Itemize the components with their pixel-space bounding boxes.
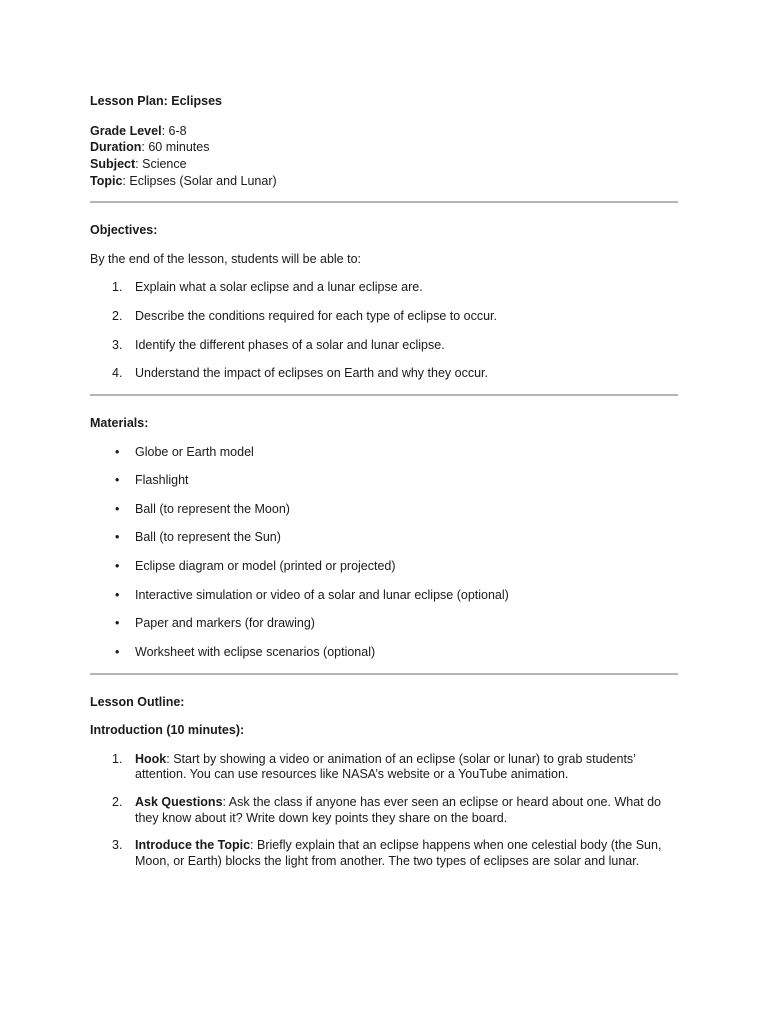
meta-value: : Science	[135, 156, 187, 171]
list-item-text: Explain what a solar eclipse and a lunar eclipse are.	[135, 280, 423, 295]
list-item-text: Paper and markers (for drawing)	[135, 616, 315, 631]
list-item	[90, 338, 678, 354]
list-item	[90, 645, 678, 661]
list-item-text: Ball (to represent the Sun)	[135, 530, 281, 545]
meta-label: Grade Level	[90, 123, 162, 138]
bullet-icon: •	[115, 559, 120, 573]
materials-list	[90, 445, 678, 661]
list-item-text: Interactive simulation or video of a solar and lunar eclipse (optional)	[135, 587, 509, 602]
bullet-icon: •	[115, 530, 120, 545]
document-title: Lesson Plan: Eclipses	[90, 94, 222, 108]
meta-label: Duration	[90, 140, 142, 155]
list-item-text: : Briefly explain that an eclipse happens when one celestial body (the Sun, Moon, or Earth) blocks the light from another. The two types of eclipses are solar and lunar.	[135, 838, 662, 868]
list-item	[90, 502, 678, 518]
list-item-text: : Ask the class if anyone has ever seen an eclipse or heard about one. What do they know about it? Write down key points they share on the board.	[135, 795, 661, 825]
list-item	[90, 616, 678, 632]
divider	[90, 394, 678, 396]
list-item-label: Ask Questions	[135, 795, 223, 809]
list-item-text: Identify the different phases of a solar and lunar eclipse.	[135, 337, 445, 352]
introduction-heading: Introduction (10 minutes):	[90, 723, 245, 738]
objectives-heading: Objectives:	[90, 223, 158, 238]
bullet-icon: •	[115, 616, 120, 631]
list-number: 2.	[112, 309, 123, 323]
list-number: 1.	[112, 751, 123, 766]
list-item	[90, 559, 678, 575]
meta-topic	[90, 174, 678, 190]
list-number: 2.	[112, 795, 123, 809]
meta-value: : Eclipses (Solar and Lunar)	[122, 173, 277, 188]
meta-label: Topic	[90, 173, 123, 188]
list-item	[90, 795, 678, 826]
list-number: 1.	[112, 280, 123, 295]
list-item	[90, 366, 678, 382]
divider	[90, 201, 678, 203]
introduction-list	[90, 752, 678, 870]
list-item	[90, 752, 678, 783]
bullet-icon: •	[115, 473, 120, 488]
list-item	[90, 473, 678, 489]
objectives-list	[90, 280, 678, 382]
bullet-icon: •	[115, 444, 120, 459]
meta-value: : 60 minutes	[141, 140, 210, 155]
list-item-text: Eclipse diagram or model (printed or projected)	[135, 559, 396, 573]
bullet-icon: •	[115, 587, 120, 602]
list-item-text: Understand the impact of eclipses on Earth and why they occur.	[135, 366, 488, 381]
list-item-text: Describe the conditions required for each type of eclipse to occur.	[135, 309, 498, 323]
list-item	[90, 280, 678, 296]
bullet-icon: •	[115, 644, 120, 659]
lesson-outline-heading: Lesson Outline:	[90, 694, 185, 709]
list-item	[90, 309, 678, 325]
list-item-text: : Start by showing a video or animation of an eclipse (solar or lunar) to grab students’ attention. You can use resources like NASA’s website or a YouTube animation.	[135, 751, 636, 782]
materials-heading: Materials:	[90, 415, 149, 430]
list-item	[90, 530, 678, 546]
list-item-text: Flashlight	[135, 473, 189, 488]
bullet-icon: •	[115, 501, 120, 516]
meta-label: Subject	[90, 156, 136, 171]
list-item-label: Hook	[135, 751, 167, 766]
list-item-text: Ball (to represent the Moon)	[135, 501, 290, 516]
meta-duration	[90, 140, 678, 156]
divider	[90, 673, 678, 675]
list-item	[90, 588, 678, 604]
meta-value: : 6-8	[161, 123, 187, 138]
list-item	[90, 838, 678, 869]
document-page	[90, 94, 678, 882]
list-item	[90, 445, 678, 461]
meta-grade-level	[90, 124, 678, 140]
objectives-intro: By the end of the lesson, students will be able to:	[90, 251, 362, 266]
list-number: 3.	[112, 337, 123, 352]
list-number: 4.	[112, 366, 123, 381]
list-item-text: Worksheet with eclipse scenarios (optional)	[135, 644, 376, 659]
list-item-text: Globe or Earth model	[135, 444, 254, 459]
list-number: 3.	[112, 838, 123, 853]
meta-subject	[90, 157, 678, 173]
list-item-label: Introduce the Topic	[135, 838, 251, 853]
lesson-meta	[90, 124, 678, 190]
